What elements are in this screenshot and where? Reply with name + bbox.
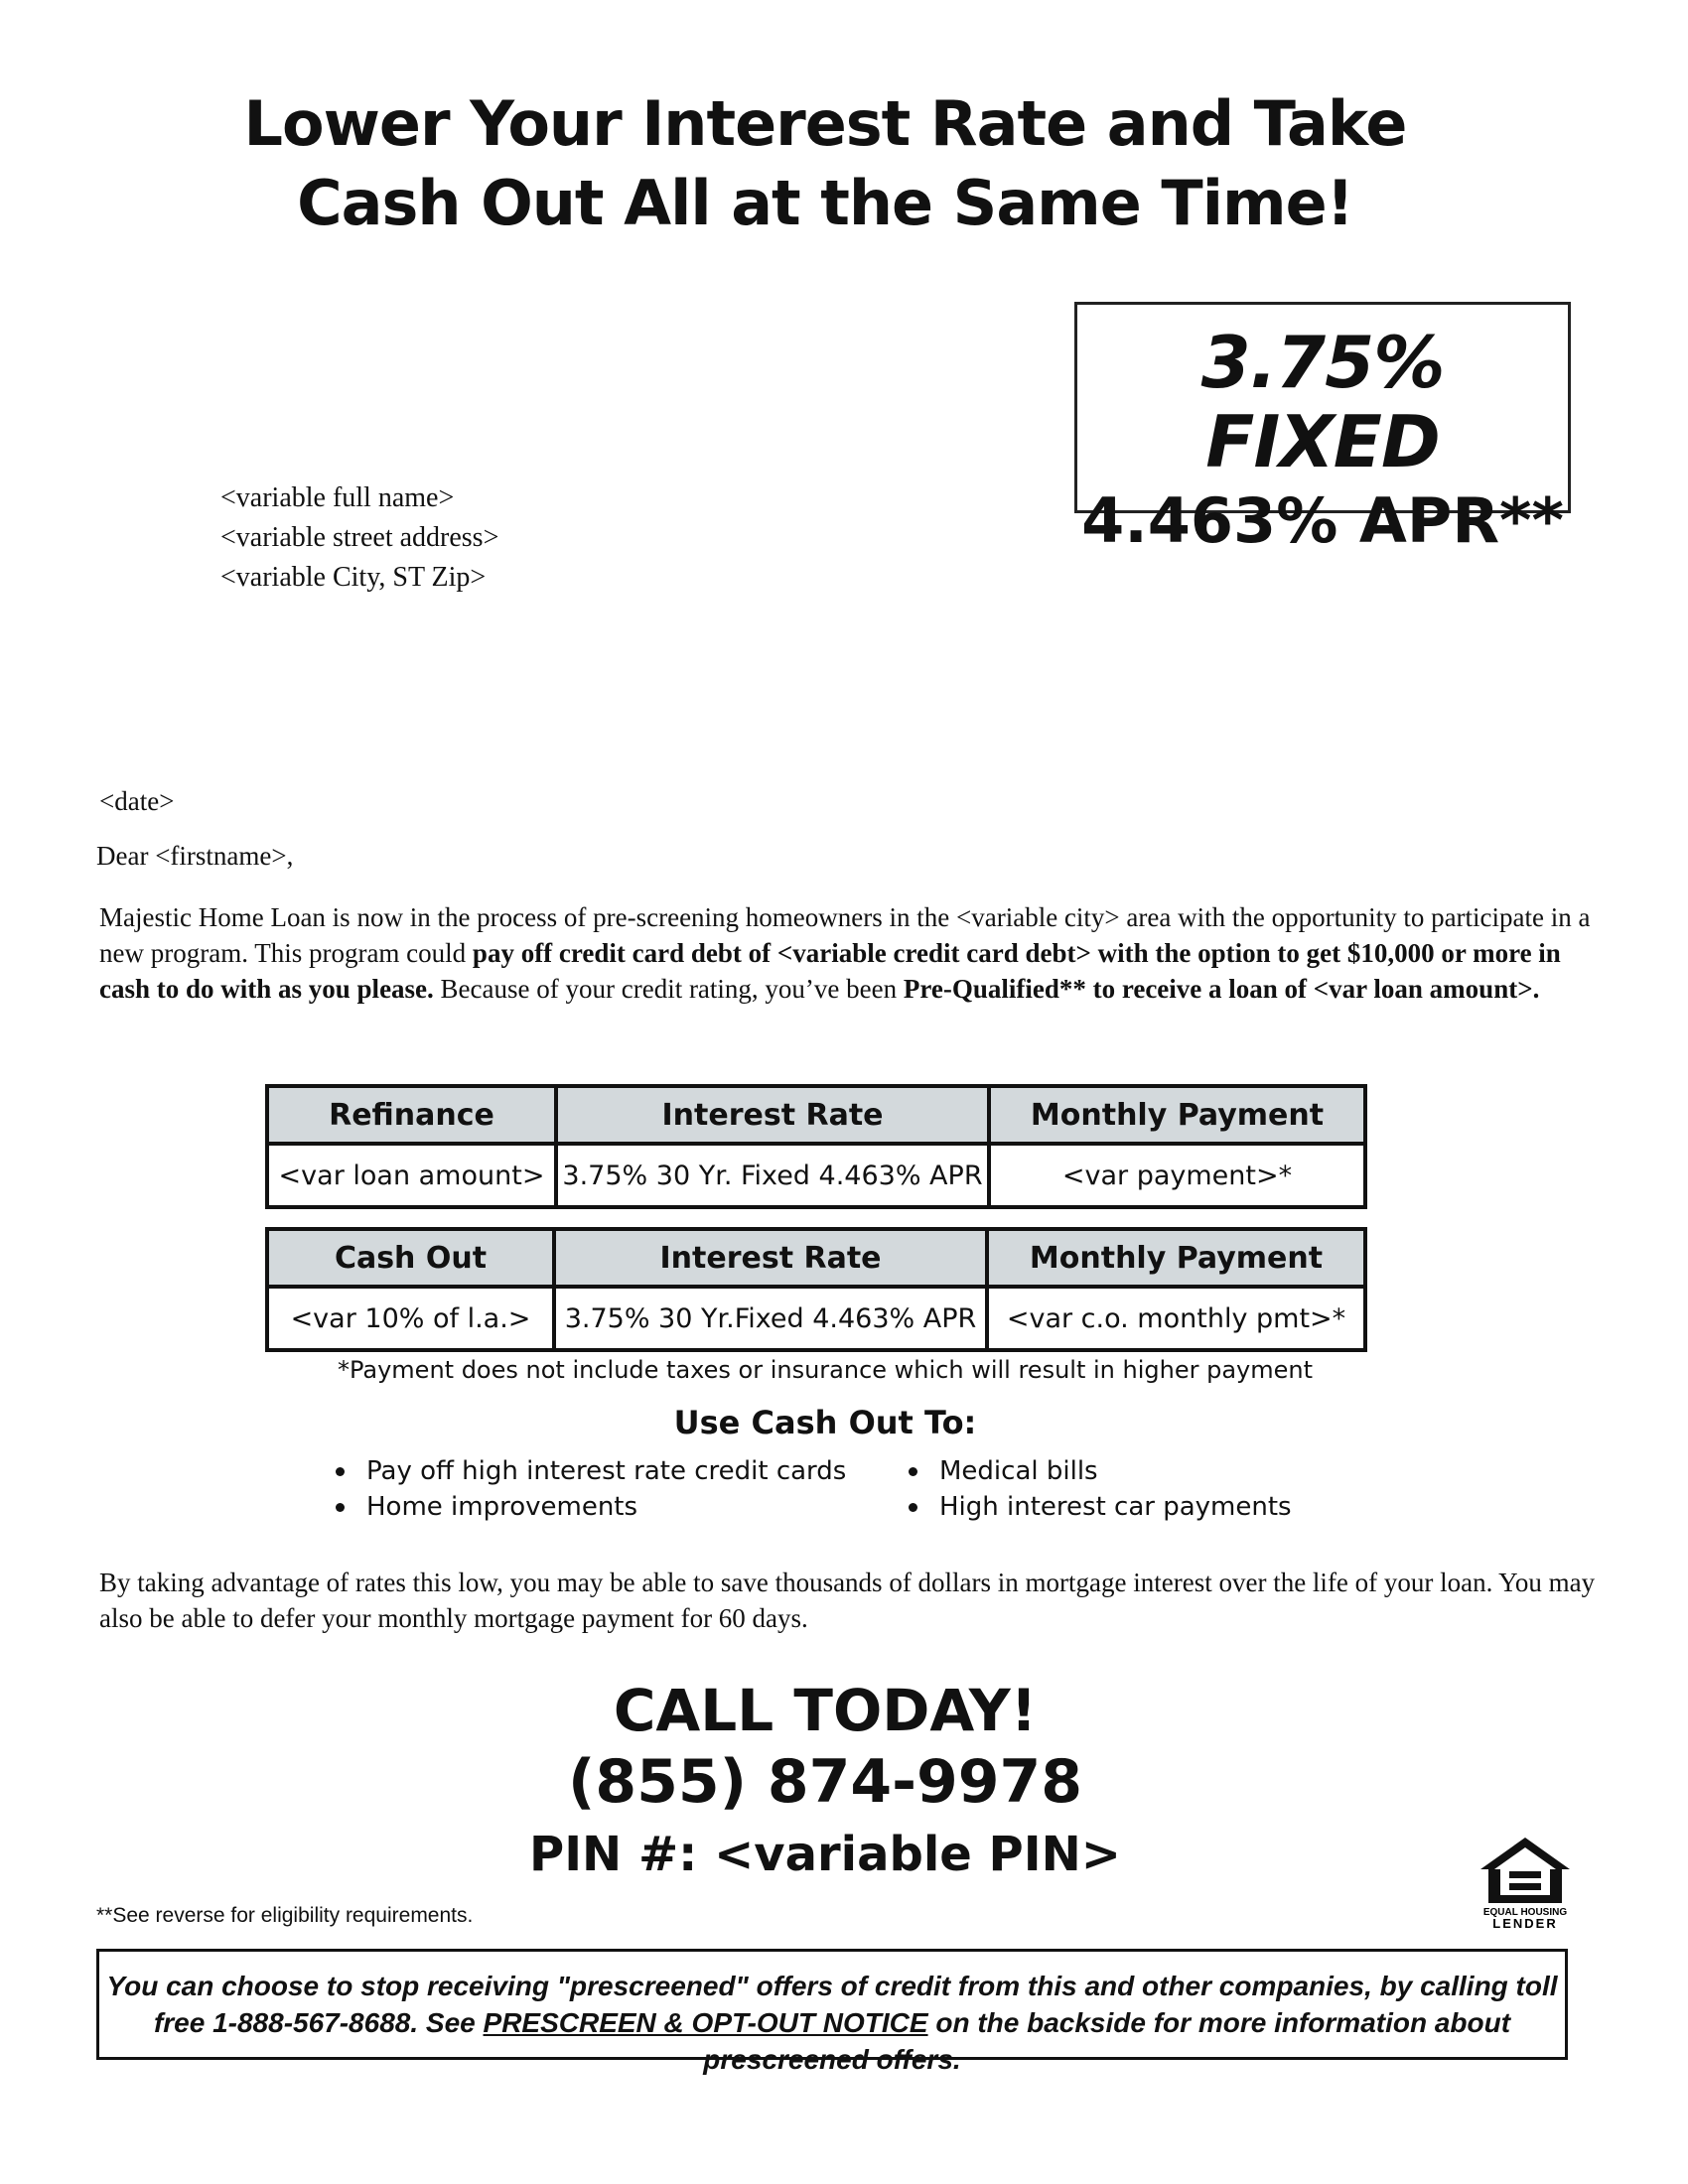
- table-header-row: [267, 1086, 1365, 1144]
- intro-bold-2: Pre-Qualified** to receive a loan of <var loan amount>.: [903, 974, 1540, 1004]
- svg-text:LENDER: LENDER: [1492, 1916, 1558, 1929]
- use-cash-heading: Use Cash Out To:: [673, 1404, 977, 1441]
- list-item-text: Home improvements: [366, 1492, 638, 1522]
- headline-line-2: Cash Out All at the Same Time!: [297, 167, 1353, 239]
- uses-list-left: [336, 1453, 846, 1525]
- header-cell: Refinance: [267, 1086, 556, 1144]
- eligibility-note: **See reverse for eligibility requirements.: [96, 1904, 474, 1927]
- rate-box: [1074, 302, 1571, 557]
- uses-list-right: [909, 1453, 1292, 1525]
- list-item-text: Pay off high interest rate credit cards: [366, 1456, 847, 1486]
- fixed-rate: 3.75% FIXED: [1200, 321, 1445, 483]
- address-street: <variable street address>: [220, 522, 499, 553]
- pin-number: PIN #: <variable PIN>: [529, 1827, 1121, 1882]
- intro-text-1: Majestic Home Loan is now in the process of pre-screening homeowners in the <variable city> area with the opportunity to participate in a new program. This program could: [99, 902, 1591, 968]
- table-cell: <var payment>*: [989, 1144, 1365, 1207]
- header-cell: Monthly Payment: [987, 1229, 1365, 1287]
- list-item: [336, 1489, 846, 1525]
- salutation: Dear <firstname>,: [96, 841, 294, 871]
- table-row: [267, 1287, 1365, 1350]
- svg-text:EQUAL HOUSING: EQUAL HOUSING: [1482, 1907, 1568, 1918]
- refinance-table: [265, 1084, 1367, 1209]
- intro-bold-1: pay off credit card debt of <variable credit card debt> with the option to get $10,000 or more in cash to do with as you please.: [99, 938, 1561, 1004]
- letter-date: <date>: [99, 786, 175, 816]
- bullet-icon: [909, 1467, 917, 1476]
- cashout-table: [265, 1227, 1367, 1352]
- table-header-row: [267, 1229, 1365, 1287]
- optout-notice: [96, 1949, 1568, 2075]
- apr-rate: 4.463% APR**: [1081, 484, 1564, 557]
- header-cell: Interest Rate: [556, 1086, 989, 1144]
- call-today: CALL TODAY!: [613, 1677, 1038, 1744]
- intro-paragraph: [99, 899, 1609, 1007]
- intro-text-2: Because of your credit rating, you’ve been: [433, 974, 904, 1004]
- table-cell: <var loan amount>: [267, 1144, 556, 1207]
- recipient-address: [220, 478, 498, 598]
- bullet-icon: [336, 1467, 345, 1476]
- savings-paragraph: By taking advantage of rates this low, you may be able to save thousands of dollars in mortgage interest over the life of your loan. You may also be able to defer your monthly mortgage payment for 60 days.: [99, 1568, 1596, 1633]
- optout-text-2: on the backside for more information about prescreened offers.: [703, 2007, 1511, 2075]
- header-cell: Interest Rate: [554, 1229, 987, 1287]
- list-item: [336, 1453, 846, 1489]
- payment-note: *Payment does not include taxes or insurance which will result in higher payment: [338, 1356, 1313, 1384]
- headline-line-1: Lower Your Interest Rate and Take: [243, 87, 1407, 160]
- address-name: <variable full name>: [220, 482, 455, 513]
- bullet-icon: [909, 1503, 917, 1512]
- table-cell: 3.75% 30 Yr. Fixed 4.463% APR: [556, 1144, 989, 1207]
- table-row: [267, 1144, 1365, 1207]
- optout-notice-link[interactable]: PRESCREEN & OPT-OUT NOTICE: [483, 2007, 928, 2038]
- phone-number[interactable]: (855) 874-9978: [567, 1747, 1083, 1817]
- list-item-text: High interest car payments: [939, 1492, 1292, 1522]
- bullet-icon: [336, 1503, 345, 1512]
- list-item: [909, 1453, 1292, 1489]
- optout-text-1: You can choose to stop receiving "prescreened" offers of credit from this and other companies, by calling toll free 1-888-567-8688. See: [106, 1971, 1558, 2038]
- header-cell: Monthly Payment: [989, 1086, 1365, 1144]
- table-cell: <var 10% of l.a.>: [267, 1287, 554, 1350]
- list-item-text: Medical bills: [939, 1456, 1098, 1486]
- table-cell: 3.75% 30 Yr.Fixed 4.463% APR: [554, 1287, 987, 1350]
- equal-housing-lender-icon: [1478, 1834, 1572, 1934]
- header-cell: Cash Out: [267, 1229, 554, 1287]
- headline: [0, 84, 1650, 243]
- address-city: <variable City, ST Zip>: [220, 562, 487, 593]
- list-item: [909, 1489, 1292, 1525]
- table-cell: <var c.o. monthly pmt>*: [987, 1287, 1365, 1350]
